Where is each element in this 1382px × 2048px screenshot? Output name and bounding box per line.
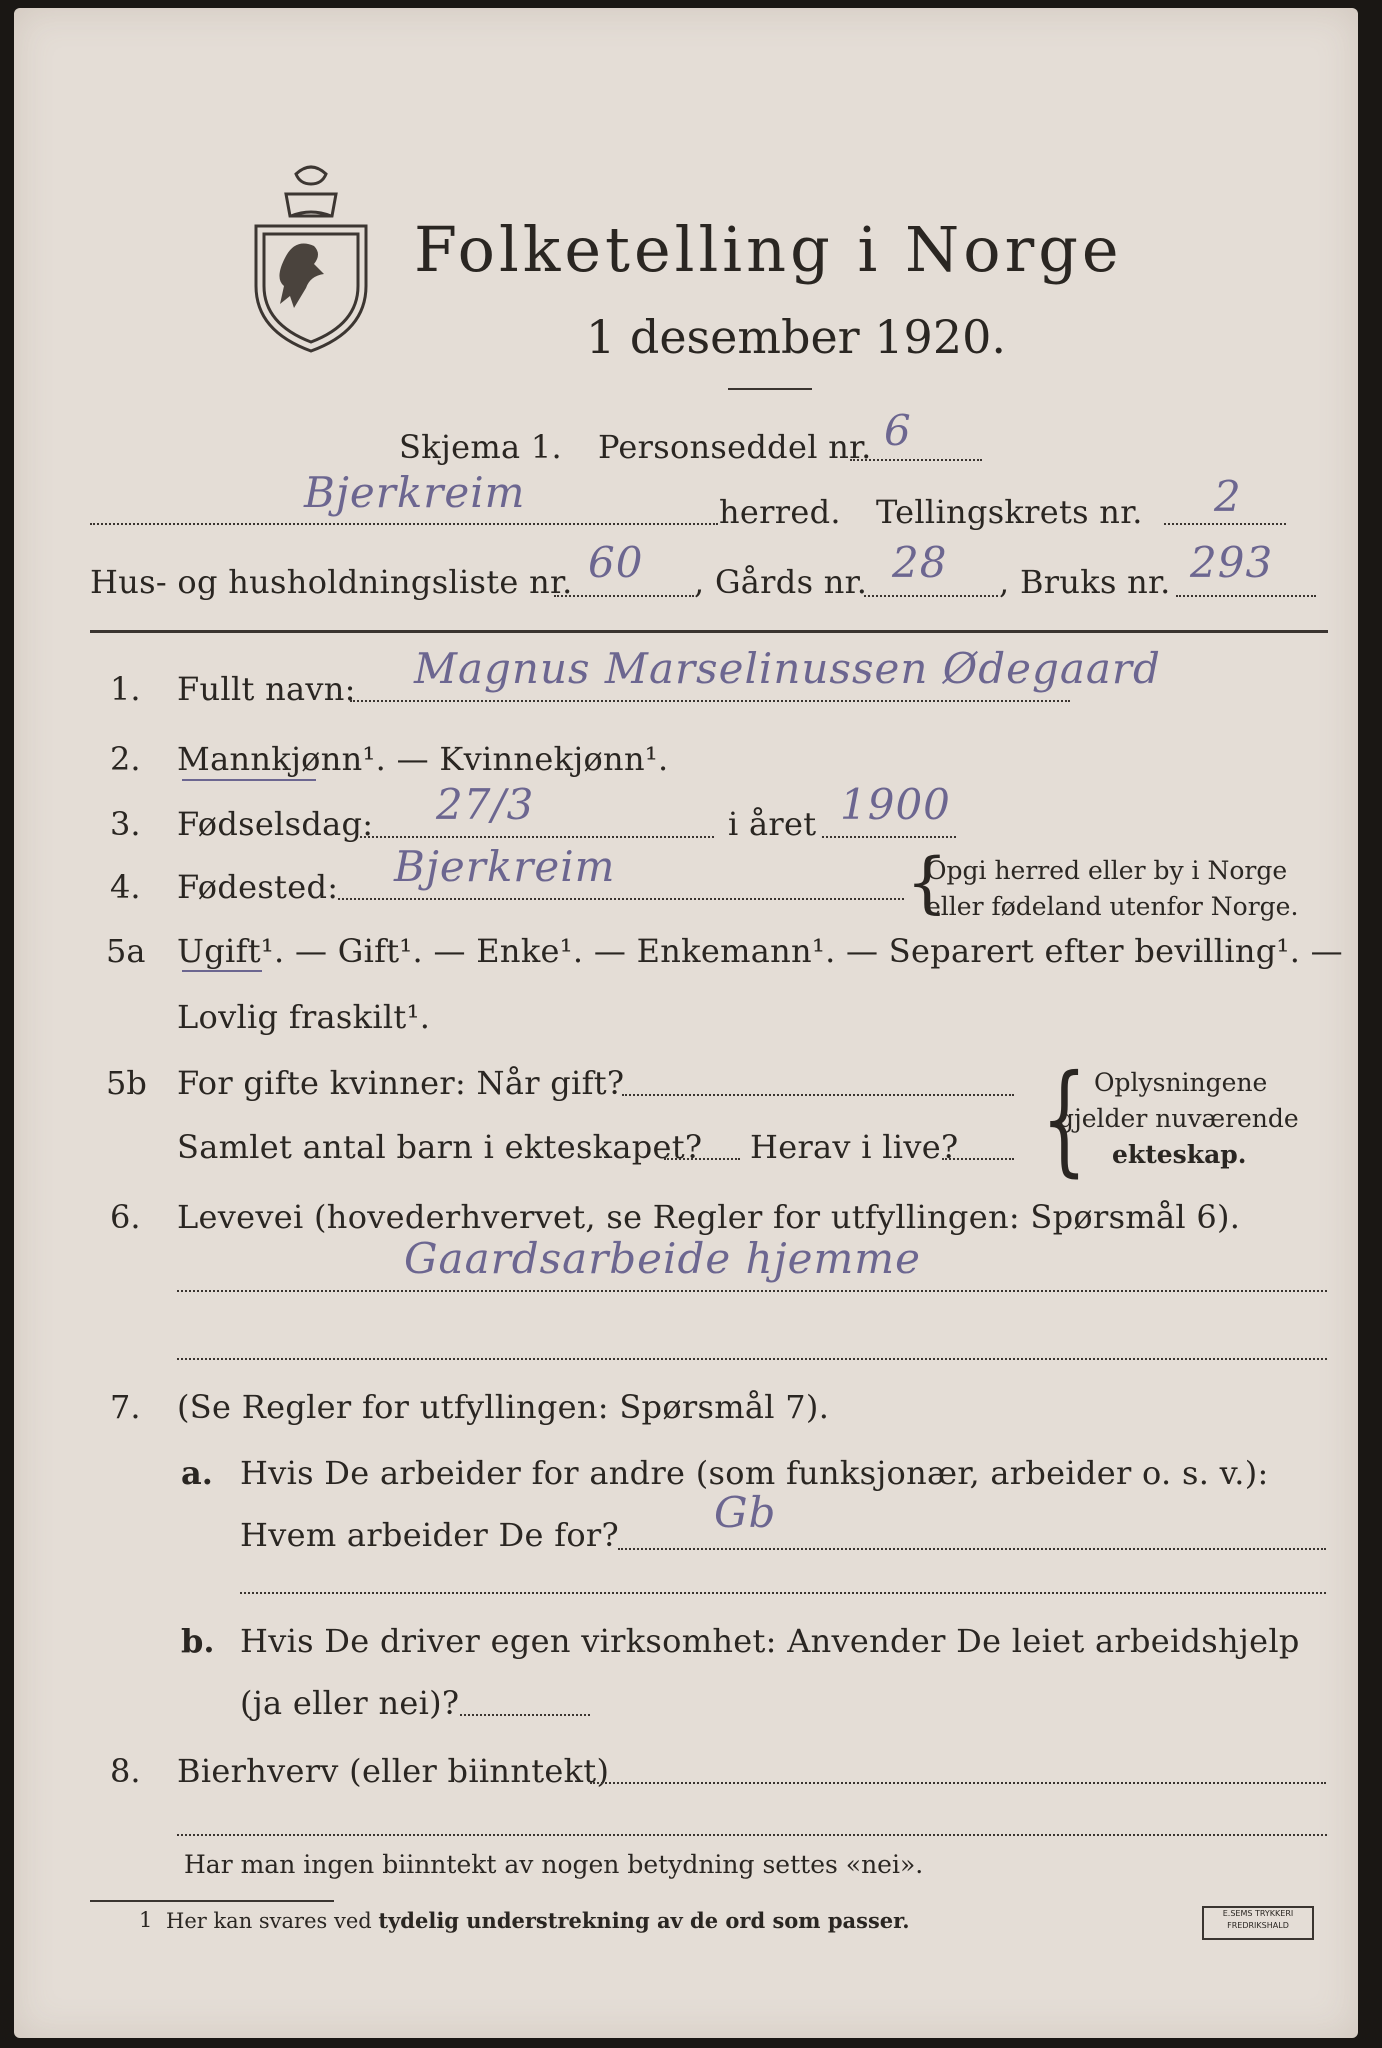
q7b-number: b. <box>181 1622 215 1660</box>
q3-line <box>360 836 714 838</box>
q4-birthplace-value[interactable]: Bjerkreim <box>394 842 616 891</box>
printer-stamp <box>1202 1906 1314 1940</box>
q5a-selected-underline <box>182 970 262 972</box>
q5a-number: 5a <box>106 932 146 970</box>
personseddel-line <box>850 459 982 461</box>
q2-gender-options: Mannkjønn¹. — Kvinnekjønn¹. <box>177 740 669 778</box>
herred-label: herred. <box>719 493 841 531</box>
footer-note: Har man ingen biinntekt av nogen betydning settes «nei». <box>184 1850 924 1879</box>
gards-label: , Gårds nr. <box>694 563 868 601</box>
q4-line <box>338 898 904 900</box>
q7b-line2: (ja eller nei)? <box>240 1684 460 1722</box>
q5b-when-line <box>622 1094 1014 1096</box>
q7-number: 7. <box>110 1388 141 1426</box>
q6-occupation-value[interactable]: Gaardsarbeide hjemme <box>404 1234 921 1283</box>
husliste-line <box>554 595 694 597</box>
title-divider <box>728 388 812 390</box>
q1-full-name-value[interactable]: Magnus Marselinussen Ødegaard <box>414 644 1161 693</box>
q7a-employer-value[interactable]: Gb <box>714 1488 777 1537</box>
q8-line2 <box>177 1834 1327 1836</box>
skjema-label: Skjema 1. <box>399 428 562 466</box>
tellingskrets-value[interactable]: 2 <box>1214 472 1242 521</box>
q7a-employer-line <box>618 1548 1326 1550</box>
q5b-note-line2: gjelder nuværende <box>1058 1104 1299 1133</box>
q5b-children-label: Samlet antal barn i ekteskapet? <box>177 1128 703 1166</box>
q2-number: 2. <box>110 740 141 778</box>
q7b-line1: Hvis De driver egen virksomhet: Anvender De leiet arbeidshjelp <box>240 1622 1300 1660</box>
q7b-answer-line <box>460 1714 590 1716</box>
norwegian-coat-of-arms-icon <box>246 156 376 356</box>
printer-stamp-line2: FREDRIKSHALD <box>1227 1921 1289 1930</box>
q6-line2 <box>177 1358 1327 1360</box>
q6-line1 <box>177 1290 1327 1292</box>
q8-number: 8. <box>110 1752 141 1790</box>
q3-birthday-value[interactable]: 27/3 <box>436 780 535 829</box>
q3-year-line <box>822 836 956 838</box>
q2-selected-underline <box>182 779 316 781</box>
bruks-line <box>1176 595 1316 597</box>
herred-value[interactable]: Bjerkreim <box>304 468 526 517</box>
q5a-status-options: Ugift¹. — Gift¹. — Enke¹. — Enkemann¹. — Separert efter bevilling¹. — <box>177 932 1343 970</box>
q3-number: 3. <box>110 805 141 843</box>
bruks-value[interactable]: 293 <box>1190 538 1274 587</box>
q4-note-line2: eller fødeland utenfor Norge. <box>926 892 1299 921</box>
q6-number: 6. <box>110 1198 141 1236</box>
q8-line1 <box>590 1782 1326 1784</box>
bruks-label: , Bruks nr. <box>999 563 1171 601</box>
q1-number: 1. <box>110 670 141 708</box>
q7a-number: a. <box>181 1454 213 1492</box>
gards-line <box>864 595 998 597</box>
q7a-line-extra <box>240 1592 1326 1594</box>
q8-label: Bierhverv (eller biinntekt) <box>177 1752 610 1790</box>
q5b-number: 5b <box>106 1064 147 1102</box>
q5b-alive-line <box>942 1158 1014 1160</box>
q3-year-label: i året <box>728 805 817 843</box>
tellingskrets-label: Tellingskrets nr. <box>876 493 1143 531</box>
q6-label: Levevei (hovederhvervet, se Regler for utfyllingen: Spørsmål 6). <box>177 1198 1241 1236</box>
page-title: Folketelling i Norge <box>414 213 1123 286</box>
footnote-text <box>166 1908 910 1933</box>
q1-line <box>350 700 1070 702</box>
gards-value[interactable]: 28 <box>892 538 948 587</box>
q4-label: Fødested: <box>177 868 339 906</box>
footnote-number: 1 <box>139 1908 153 1932</box>
tellingskrets-line <box>1164 523 1286 525</box>
footnote-text-b: tydelig understrekning av de ord som passer. <box>378 1908 910 1933</box>
q5b-note-line3: ekteskap. <box>1112 1140 1247 1169</box>
header-rule <box>90 630 1328 633</box>
q5b-children-line <box>664 1158 740 1160</box>
herred-line <box>90 523 718 525</box>
census-date: 1 desember 1920. <box>586 310 1006 364</box>
q5a-line2: Lovlig fraskilt¹. <box>177 998 431 1036</box>
census-form-sheet <box>14 8 1358 2038</box>
q5b-line1: For gifte kvinner: Når gift? <box>177 1064 625 1102</box>
husliste-label: Hus- og husholdningsliste nr. <box>90 563 573 601</box>
footnote-rule <box>90 1900 334 1902</box>
q4-number: 4. <box>110 868 141 906</box>
personseddel-value[interactable]: 6 <box>884 406 912 455</box>
husliste-value[interactable]: 60 <box>588 538 644 587</box>
q3-year-value[interactable]: 1900 <box>840 780 951 829</box>
q3-label: Fødselsdag: <box>177 805 374 843</box>
q5b-note-brace: { <box>1041 1050 1088 1189</box>
printer-stamp-line1: E.SEMS TRYKKERI <box>1222 1909 1294 1918</box>
q4-note-line1: Opgi herred eller by i Norge <box>926 856 1288 885</box>
q7-label: (Se Regler for utfyllingen: Spørsmål 7). <box>177 1388 830 1426</box>
q5b-note-line1: Oplysningene <box>1094 1068 1268 1097</box>
q7a-line1: Hvis De arbeider for andre (som funksjonær, arbeider o. s. v.): <box>240 1454 1269 1492</box>
q1-label: Fullt navn: <box>177 670 356 708</box>
q4-note-brace: { <box>906 844 948 921</box>
q7a-line2: Hvem arbeider De for? <box>240 1516 619 1554</box>
personseddel-label: Personseddel nr. <box>598 428 872 466</box>
footnote-text-a: Her kan svares ved <box>166 1909 379 1933</box>
q5b-alive-label: Herav i live? <box>750 1128 959 1166</box>
